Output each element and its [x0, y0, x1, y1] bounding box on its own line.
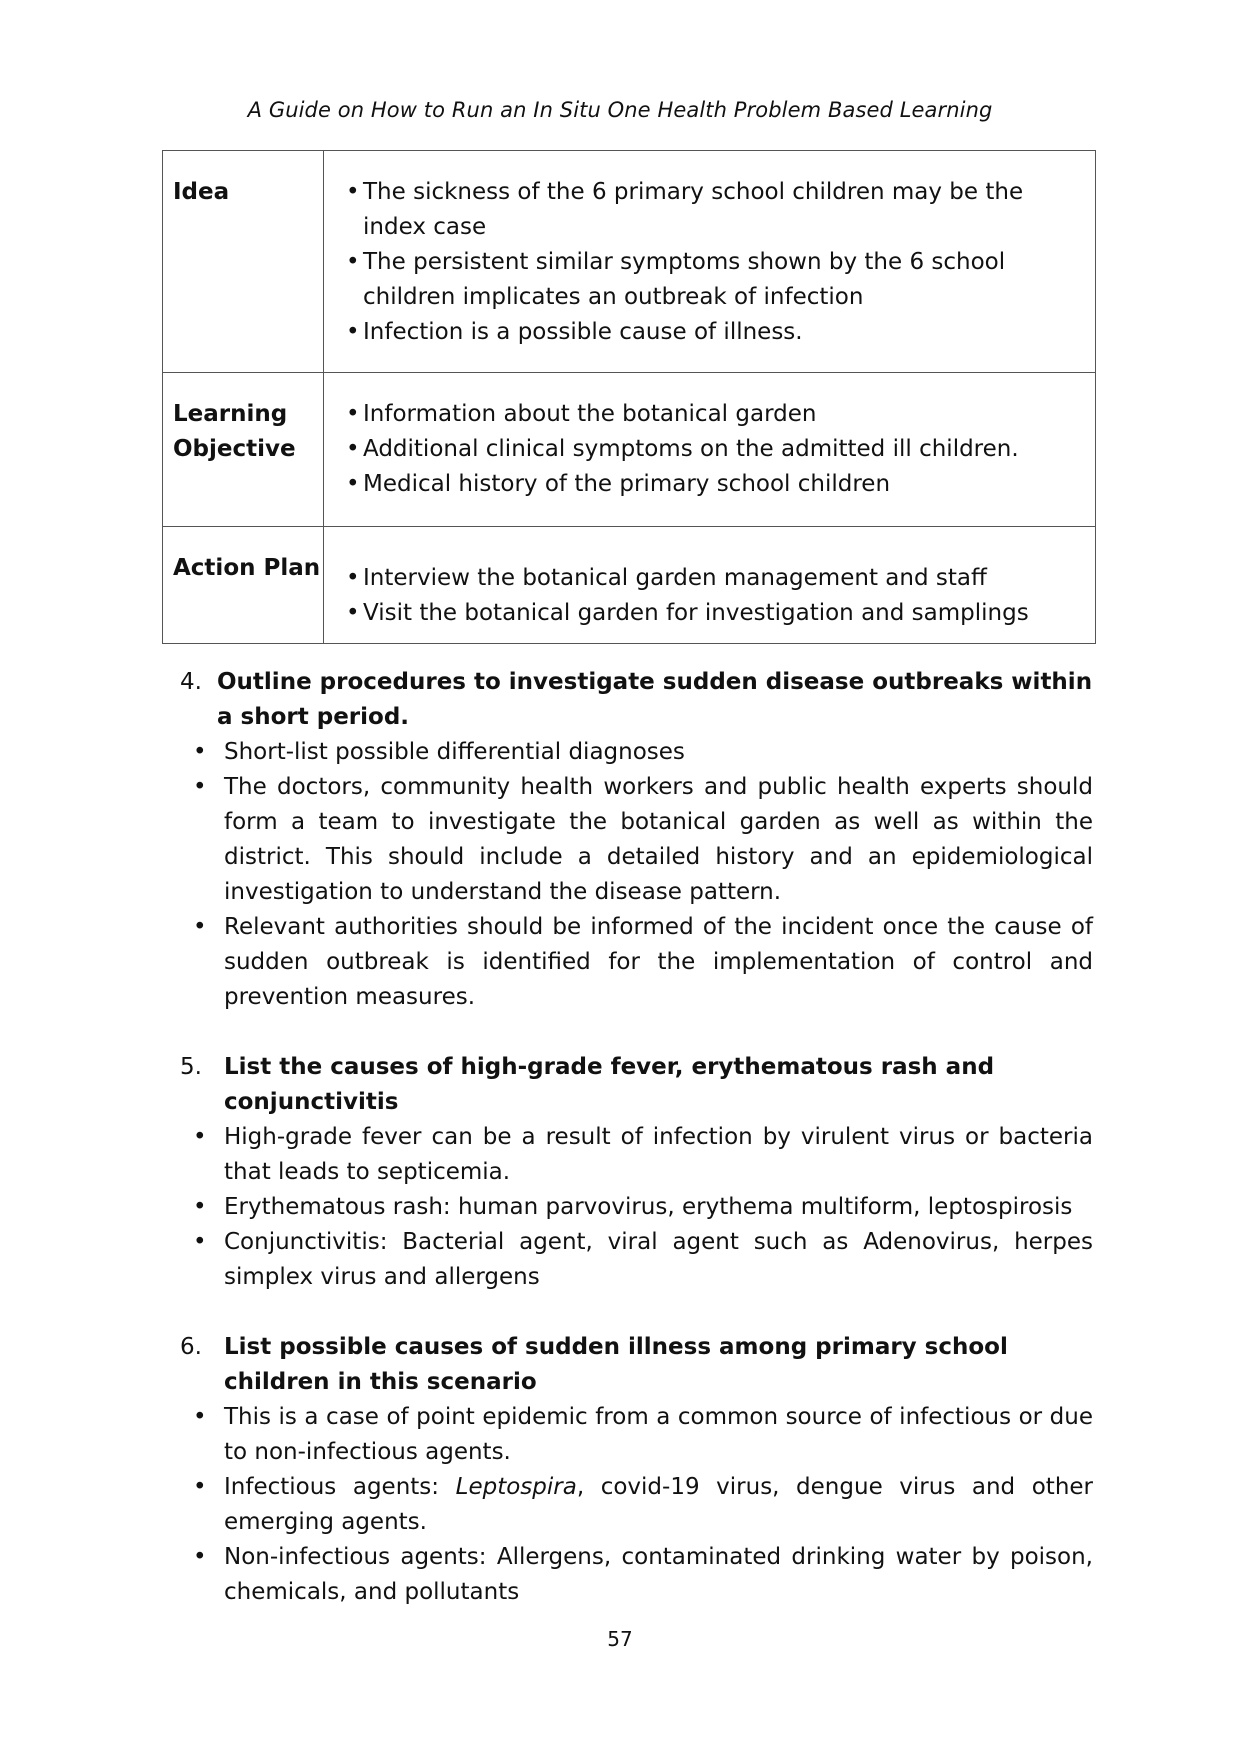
question-sections	[180, 665, 1093, 1645]
section-heading	[180, 665, 1093, 735]
list-item: • Short-list possible differential diagnoses	[180, 735, 1093, 770]
section-6	[180, 1330, 1093, 1610]
section-heading	[180, 1330, 1093, 1400]
list-item: • Additional clinical symptoms on the admitted ill children.	[346, 432, 1083, 467]
table-row-idea	[163, 151, 1096, 373]
list-item: • This is a case of point epidemic from a common source of infectious or due to non-infectious agents.	[180, 1400, 1093, 1470]
item-prefix: Infectious agents:	[224, 1474, 456, 1500]
bullet-list	[180, 1400, 1093, 1610]
list-item: • Conjunctivitis: Bacterial agent, viral agent such as Adenovirus, herpes simplex virus and allergens	[180, 1225, 1093, 1295]
section-title: Outline procedures to investigate sudden disease outbreaks within a short period.	[217, 669, 1093, 730]
pbl-table	[162, 150, 1096, 644]
bullet-list	[346, 561, 1083, 631]
bullet-list	[180, 1120, 1093, 1295]
section-number: 4.	[180, 669, 202, 695]
list-item: • Erythematous rash: human parvovirus, erythema multiform, leptospirosis	[180, 1190, 1093, 1225]
list-item: • Non-infectious agents: Allergens, contaminated drinking water by poison, chemicals, and pollutants	[180, 1540, 1093, 1610]
running-header: A Guide on How to Run an In Situ One Health Problem Based Learning	[247, 98, 993, 122]
section-title: List possible causes of sudden illness among primary school children in this scenario	[224, 1334, 1008, 1395]
list-item: • High-grade fever can be a result of infection by virulent virus or bacteria that leads to septicemia.	[180, 1120, 1093, 1190]
section-title: List the causes of high-grade fever, erythematous rash and conjunctivitis	[224, 1054, 995, 1115]
bullet-list	[346, 397, 1083, 502]
section-number: 5.	[180, 1054, 202, 1080]
bullet-list	[346, 175, 1083, 350]
list-item: • The doctors, community health workers and public health experts should form a team to investigate the botanical garden as well as within the district. This should include a detailed history and an epidemiological investigation to understand the disease pattern.	[180, 770, 1093, 910]
item-suffix: , covid-19 virus, dengue virus and other emerging agents.	[224, 1474, 1094, 1535]
page-number: 57	[607, 1627, 633, 1651]
row-label: Learning Objective	[163, 373, 324, 527]
list-item: • The persistent similar symptoms shown by the 6 school children implicates an outbreak of infection	[346, 245, 1083, 315]
list-item: • Information about the botanical garden	[346, 397, 1083, 432]
list-item: • Relevant authorities should be informed of the incident once the cause of sudden outbreak is identified for the implementation of control and prevention measures.	[180, 910, 1093, 1015]
list-item	[180, 1470, 1093, 1540]
italic-term: Leptospira	[455, 1474, 577, 1500]
row-label: Action Plan	[163, 527, 324, 644]
list-item: • The sickness of the 6 primary school children may be the index case	[346, 175, 1083, 245]
list-item: • Interview the botanical garden management and staff	[346, 561, 1083, 596]
list-item: • Medical history of the primary school children	[346, 467, 1083, 502]
list-item: • Visit the botanical garden for investigation and samplings	[346, 596, 1083, 631]
table-row-learning-objective	[163, 373, 1096, 527]
row-label: Idea	[163, 151, 324, 373]
section-4	[180, 665, 1093, 1015]
list-item: • Infection is a possible cause of illness.	[346, 315, 1083, 350]
table-row-action-plan	[163, 527, 1096, 644]
section-5	[180, 1050, 1093, 1295]
bullet-list	[180, 735, 1093, 1015]
section-number: 6.	[180, 1334, 202, 1360]
section-heading	[180, 1050, 1093, 1120]
